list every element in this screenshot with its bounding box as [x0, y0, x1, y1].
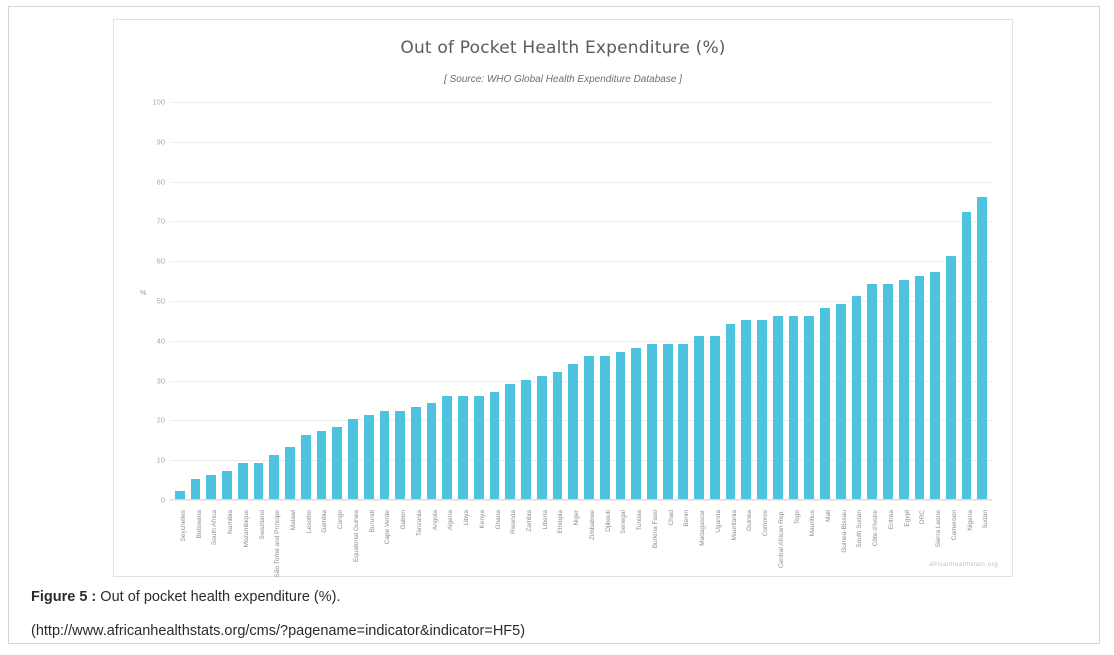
bar	[678, 344, 688, 499]
x-tick-label: Nigeria	[966, 510, 974, 531]
bar-column	[203, 102, 219, 499]
x-tick-column	[754, 508, 770, 590]
x-tick-column	[912, 508, 928, 590]
y-tick-label: 50	[156, 296, 165, 306]
x-tick-column	[361, 508, 377, 590]
bar-column	[235, 102, 251, 499]
bar	[663, 344, 673, 499]
bar	[411, 407, 421, 499]
y-tick-label: 70	[156, 216, 165, 226]
x-tick-column	[565, 508, 581, 590]
bar	[899, 280, 909, 499]
x-tick-column	[770, 508, 786, 590]
bar-column	[927, 102, 943, 499]
x-tick-label: Burundi	[368, 510, 376, 533]
x-tick-label: Burkina Faso	[651, 510, 659, 549]
figure-caption-label: Figure 5 :	[31, 589, 97, 605]
bar-column	[534, 102, 550, 499]
x-tick-column	[487, 508, 503, 590]
bar-column	[377, 102, 393, 499]
x-tick-label: Kenya	[478, 510, 486, 529]
bar	[773, 316, 783, 499]
bar	[442, 396, 452, 499]
bar	[238, 463, 248, 499]
x-tick-label: Niger	[573, 510, 581, 526]
x-tick-column	[518, 508, 534, 590]
x-tick-label: Egypt	[903, 510, 911, 527]
bar	[804, 316, 814, 499]
x-tick-label: Algeria	[447, 510, 455, 531]
bar	[616, 352, 626, 499]
x-tick-label: Botswana	[195, 510, 203, 539]
x-tick-label: Togo	[793, 510, 801, 525]
x-tick-label: Mali	[824, 510, 832, 522]
x-tick-label: Central African Rep.	[777, 510, 785, 569]
bar	[584, 356, 594, 499]
bar	[977, 197, 987, 499]
x-tick-column	[927, 508, 943, 590]
x-tick-label: Gabon	[400, 510, 408, 530]
bar-column	[723, 102, 739, 499]
bar-column	[974, 102, 990, 499]
bar	[915, 276, 925, 499]
bar-column	[581, 102, 597, 499]
bar	[222, 471, 232, 499]
x-tick-column	[849, 508, 865, 590]
bar	[317, 431, 327, 499]
bar-column	[959, 102, 975, 499]
bar	[537, 376, 547, 499]
bar-column	[345, 102, 361, 499]
x-tick-label: Swaziland	[258, 510, 266, 540]
x-tick-label: Zimbabwe	[588, 510, 596, 540]
x-tick-label: Malawi	[290, 510, 297, 531]
bar	[285, 447, 295, 499]
bar-column	[424, 102, 440, 499]
bar	[474, 396, 484, 499]
x-tick-label: Sierra Leone	[935, 510, 943, 548]
bar-column	[282, 102, 298, 499]
bar-column	[754, 102, 770, 499]
bar	[254, 463, 264, 499]
x-tick-column	[377, 508, 393, 590]
x-tick-label: Cameroon	[950, 510, 958, 541]
bar-column	[943, 102, 959, 499]
bar	[962, 212, 972, 499]
bar-column	[849, 102, 865, 499]
x-tick-label: Guinea	[746, 510, 754, 531]
x-tick-label: Liberia	[541, 510, 549, 530]
x-tick-column	[723, 508, 739, 590]
x-tick-column	[550, 508, 566, 590]
bar-column	[455, 102, 471, 499]
bar-column	[565, 102, 581, 499]
x-tick-label: Angola	[431, 510, 439, 531]
bar-column	[738, 102, 754, 499]
bar	[930, 272, 940, 499]
bar	[726, 324, 736, 499]
y-tick-label: 80	[156, 177, 165, 187]
bar-column	[817, 102, 833, 499]
bar-column	[502, 102, 518, 499]
x-tick-label: Ghana	[494, 510, 502, 530]
x-tick-column	[424, 508, 440, 590]
bar	[553, 372, 563, 499]
bar	[175, 491, 185, 499]
bar-column	[912, 102, 928, 499]
plot-area	[152, 97, 992, 505]
figure-caption	[31, 587, 1071, 643]
x-tick-label: Tunisia	[636, 510, 644, 531]
x-tick-column	[266, 508, 282, 590]
bar-column	[896, 102, 912, 499]
bar-column	[298, 102, 314, 499]
bar-column	[471, 102, 487, 499]
bar	[647, 344, 657, 499]
x-tick-column	[660, 508, 676, 590]
bar	[269, 455, 279, 499]
bar	[505, 384, 515, 499]
bar-column	[518, 102, 534, 499]
x-tick-column	[235, 508, 251, 590]
x-tick-label: Cape Verde	[384, 510, 392, 545]
bar-column	[266, 102, 282, 499]
bar	[380, 411, 390, 499]
bar-column	[597, 102, 613, 499]
x-tick-column	[628, 508, 644, 590]
x-tick-column	[864, 508, 880, 590]
x-tick-column	[314, 508, 330, 590]
x-tick-label: Guinea-Bissau	[840, 510, 848, 553]
x-tick-label: Côte d'Ivoire	[872, 510, 880, 547]
bar-column	[550, 102, 566, 499]
y-tick-label: 30	[156, 376, 165, 386]
bar	[568, 364, 578, 499]
x-tick-label: Benin	[683, 510, 691, 527]
x-tick-column	[172, 508, 188, 590]
x-tick-column	[801, 508, 817, 590]
bar	[741, 320, 751, 499]
x-tick-column	[203, 508, 219, 590]
x-tick-label: Mozambique	[242, 510, 250, 548]
x-tick-label: São Tomé and Príncipe	[274, 510, 282, 578]
bar	[206, 475, 216, 499]
x-tick-label: Chad	[667, 510, 675, 526]
x-tick-label: Tanzania	[415, 510, 423, 537]
x-tick-label: South Sudan	[856, 510, 864, 548]
bar-column	[644, 102, 660, 499]
bar-column	[613, 102, 629, 499]
x-tick-column	[959, 508, 975, 590]
x-tick-column	[676, 508, 692, 590]
bar	[946, 256, 956, 499]
x-tick-column	[786, 508, 802, 590]
x-tick-column	[329, 508, 345, 590]
bar	[395, 411, 405, 499]
bar-column	[329, 102, 345, 499]
bar	[757, 320, 767, 499]
bar	[458, 396, 468, 499]
x-tick-column	[833, 508, 849, 590]
bar-column	[628, 102, 644, 499]
grid-line	[160, 495, 992, 505]
bar-column	[864, 102, 880, 499]
chart-subtitle: [ Source: WHO Global Health Expenditure Database ]	[444, 74, 682, 85]
y-tick-label: 40	[156, 336, 165, 346]
x-tick-column	[896, 508, 912, 590]
x-tick-label: Sudan	[982, 510, 990, 529]
bar	[427, 403, 437, 499]
bar-column	[392, 102, 408, 499]
x-tick-column	[298, 508, 314, 590]
bar	[301, 435, 311, 499]
x-tick-label: Lesotho	[305, 510, 313, 534]
x-tick-label: Congo	[337, 510, 345, 530]
bar-column	[314, 102, 330, 499]
x-tick-column	[251, 508, 267, 590]
x-tick-column	[455, 508, 471, 590]
bar	[332, 427, 342, 499]
bar	[348, 419, 358, 499]
x-tick-label: Uganda	[714, 510, 722, 533]
x-tick-column	[439, 508, 455, 590]
bar-column	[408, 102, 424, 499]
bar-column	[786, 102, 802, 499]
x-tick-column	[534, 508, 550, 590]
x-tick-label: Rwanda	[510, 510, 518, 534]
x-tick-column	[471, 508, 487, 590]
bar-column	[660, 102, 676, 499]
chart-watermark: africanhealthstats.org	[929, 561, 998, 568]
x-tick-column	[691, 508, 707, 590]
x-tick-label: Seychelles	[179, 510, 187, 542]
bar	[521, 380, 531, 499]
bar-series	[170, 102, 992, 499]
x-tick-column	[943, 508, 959, 590]
x-tick-column	[613, 508, 629, 590]
x-tick-label: Libya	[463, 510, 471, 526]
bar-column	[172, 102, 188, 499]
x-tick-column	[644, 508, 660, 590]
x-tick-label: Comoros	[762, 510, 770, 537]
bar	[490, 392, 500, 499]
figure-caption-text: Out of pocket health expenditure (%).	[96, 589, 341, 605]
bar	[364, 415, 374, 499]
bar	[694, 336, 704, 499]
x-tick-column	[597, 508, 613, 590]
bar-column	[833, 102, 849, 499]
bar	[836, 304, 846, 499]
x-tick-column	[392, 508, 408, 590]
bar-column	[251, 102, 267, 499]
y-tick-label: 20	[156, 415, 165, 425]
x-tick-column	[974, 508, 990, 590]
bar-column	[219, 102, 235, 499]
y-tick-label: 60	[156, 256, 165, 266]
bar-column	[707, 102, 723, 499]
x-tick-label: Zambia	[526, 510, 534, 532]
bar-column	[880, 102, 896, 499]
bar	[820, 308, 830, 499]
chart-title: Out of Pocket Health Expenditure (%)	[400, 38, 726, 58]
x-tick-label: South Africa	[211, 510, 219, 546]
x-tick-label: Eritrea	[887, 510, 895, 530]
bar-column	[188, 102, 204, 499]
figure-caption-url: (http://www.africanhealthstats.org/cms/?pagename=indicator&indicator=HF5)	[31, 622, 526, 639]
bar-column	[801, 102, 817, 499]
x-tick-column	[188, 508, 204, 590]
x-tick-label: Senegal	[620, 510, 628, 534]
bar-column	[439, 102, 455, 499]
x-tick-column	[707, 508, 723, 590]
bar-column	[770, 102, 786, 499]
y-tick-label: 10	[156, 455, 165, 465]
bar	[600, 356, 610, 499]
x-tick-column	[817, 508, 833, 590]
bar	[883, 284, 893, 499]
bar	[852, 296, 862, 499]
x-tick-column	[581, 508, 597, 590]
x-tick-column	[880, 508, 896, 590]
x-tick-column	[345, 508, 361, 590]
x-tick-label: Equatorial Guinea	[352, 510, 360, 563]
x-tick-label: DRC	[919, 510, 927, 525]
bar	[631, 348, 641, 499]
chart-card	[113, 19, 1013, 577]
y-tick-label: 90	[156, 137, 165, 147]
bar-column	[487, 102, 503, 499]
x-tick-column	[219, 508, 235, 590]
x-tick-column	[502, 508, 518, 590]
bar-column	[691, 102, 707, 499]
x-tick-label: Gambia	[321, 510, 329, 533]
bar	[867, 284, 877, 499]
x-tick-label: Madagascar	[699, 510, 707, 546]
x-tick-column	[282, 508, 298, 590]
bar	[191, 479, 201, 499]
bar	[710, 336, 720, 499]
y-tick-label: 100	[152, 97, 165, 107]
x-tick-label: Ethiopia	[557, 510, 565, 534]
bar-column	[676, 102, 692, 499]
x-tick-label: Djibouti	[604, 510, 612, 532]
x-tick-column	[408, 508, 424, 590]
bar-column	[361, 102, 377, 499]
x-tick-label: Mauritius	[809, 510, 817, 537]
y-axis-label: %	[140, 290, 147, 297]
figure-container	[8, 6, 1100, 644]
x-tick-label: Mauritania	[730, 510, 738, 541]
x-tick-column	[738, 508, 754, 590]
bar	[789, 316, 799, 499]
x-axis-tick-labels	[170, 508, 992, 590]
y-tick-label: 0	[160, 495, 165, 505]
x-tick-label: Namibia	[227, 510, 235, 534]
